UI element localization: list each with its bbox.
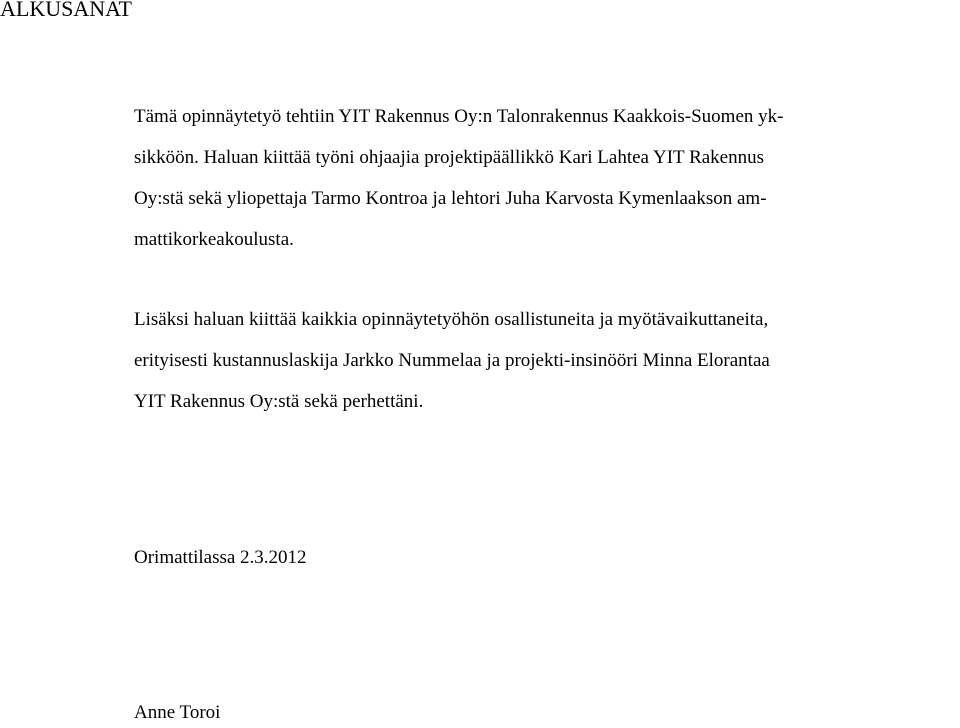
paragraph-line: Tämä opinnäytetyö tehtiin YIT Rakennus Oy:n Talonrakennus Kaakkois-Suomen yk- [134,106,784,127]
place-and-date: Orimattilassa 2.3.2012 [134,547,307,568]
paragraph-line: Oy:stä sekä yliopettaja Tarmo Kontroa ja lehtori Juha Karvosta Kymenlaakson am- [134,188,767,209]
acknowledgement-paragraph [134,96,954,260]
author-signature: Anne Toroi [134,702,221,723]
thanks-paragraph [134,299,954,422]
paragraph-line: YIT Rakennus Oy:stä sekä perhettäni. [134,391,424,412]
paragraph-line: sikköön. Haluan kiittää työni ohjaajia projektipäällikkö Kari Lahtea YIT Rakennus [134,147,764,168]
page-title: ALKUSANAT [0,0,132,21]
paragraph-line: mattikorkeakoulusta. [134,229,294,250]
paragraph-line: erityisesti kustannuslaskija Jarkko Nummelaa ja projekti-insinööri Minna Elorantaa [134,350,770,371]
paragraph-line: Lisäksi haluan kiittää kaikkia opinnäytetyöhön osallistuneita ja myötävaikuttaneita, [134,309,769,330]
